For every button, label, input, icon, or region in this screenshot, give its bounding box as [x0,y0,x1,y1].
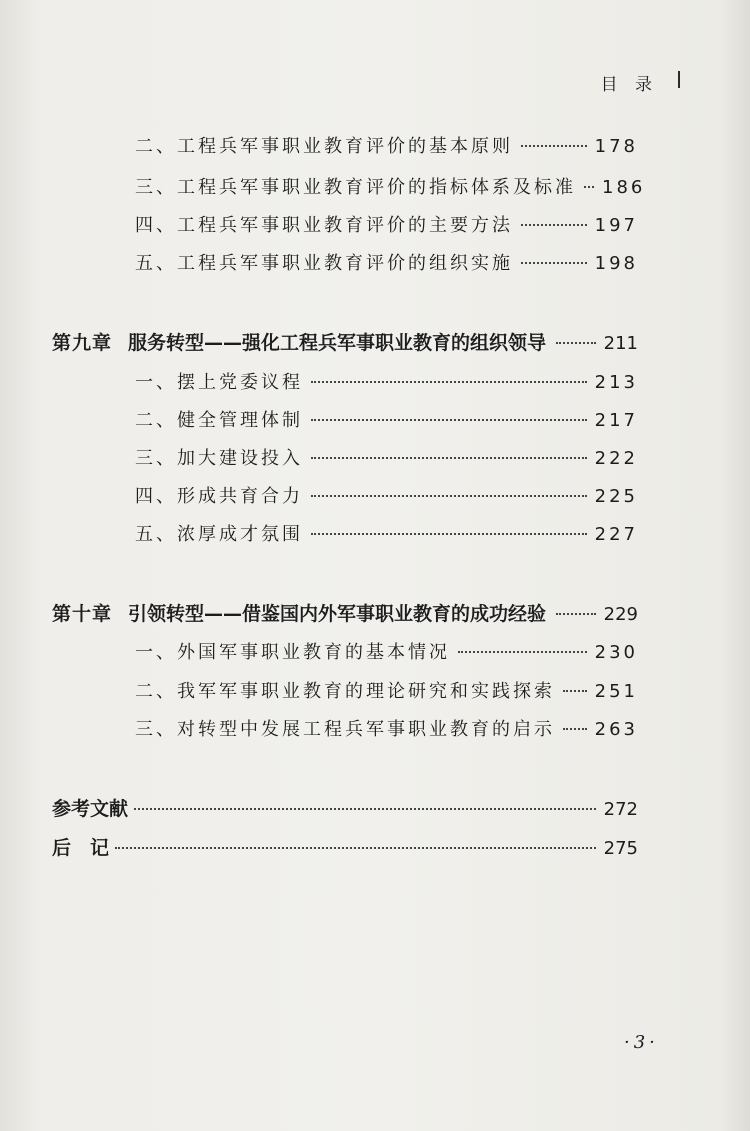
toc-leader [311,419,587,421]
toc-chapter-number: 第九章 [52,332,113,354]
toc-chapter-number: 第十章 [52,603,113,625]
toc-section-title: 二、工程兵军事职业教育评价的基本原则 [135,136,513,157]
toc-page-number: 230 [594,642,638,663]
toc-leader [584,186,594,188]
toc-page-number: 211 [603,333,638,354]
toc-leader [115,847,596,849]
toc-leader [458,651,587,653]
toc-section-row[interactable] [135,482,638,508]
toc-leader [563,728,587,730]
toc-section-row[interactable] [135,132,638,158]
toc-leader [311,533,587,535]
toc-leader [521,262,587,264]
toc-page-number: 225 [594,486,638,507]
toc-leader [563,690,587,692]
toc-section-row[interactable] [135,677,638,703]
toc-chapter-title: 引领转型——借鉴国内外军事职业教育的成功经验 [128,603,547,625]
toc-page-number: 251 [594,681,638,702]
toc-page-number: 227 [594,524,638,545]
toc-page-number: 178 [594,136,638,157]
toc-section-title: 三、工程兵军事职业教育评价的指标体系及标准 [135,177,576,198]
toc-leader [311,457,587,459]
toc-leader [521,145,587,147]
toc-section-title: 五、浓厚成才氛围 [135,524,303,545]
toc-leader [521,224,587,226]
toc-leader [556,613,596,615]
toc-section-title: 五、工程兵军事职业教育评价的组织实施 [135,253,513,274]
toc-page-number: 272 [603,799,638,820]
toc-section-title: 一、外国军事职业教育的基本情况 [135,642,450,663]
toc-leader [311,381,587,383]
toc-chapter-row[interactable] [52,599,638,626]
running-header [601,70,658,95]
toc-page-number: 197 [594,215,638,236]
toc-page-number: 229 [603,604,638,625]
toc-page-number: 186 [602,177,646,198]
toc-chapter-title: 服务转型——强化工程兵军事职业教育的组织领导 [128,332,547,354]
toc-section-row[interactable] [135,715,638,741]
toc-section-title: 三、加大建设投入 [135,448,303,469]
toc-section-title: 四、形成共育合力 [135,486,303,507]
page-folio: ·3· [624,1032,659,1053]
toc-section-title: 二、健全管理体制 [135,410,303,431]
toc-back-matter-title: 后 记 [52,837,110,859]
toc-section-title: 三、对转型中发展工程兵军事职业教育的启示 [135,719,555,740]
toc-leader [311,495,587,497]
header-label: 目 录 [600,75,658,95]
toc-section-row[interactable] [135,368,638,394]
toc-page-number: 222 [594,448,638,469]
toc-back-matter-row[interactable] [52,833,638,860]
toc-section-row[interactable] [135,444,638,470]
header-bar [678,71,680,88]
toc-section-row[interactable] [135,520,638,546]
toc-page-number: 263 [594,719,638,740]
toc-section-title: 二、我军军事职业教育的理论研究和实践探索 [135,681,555,702]
toc-page-number: 198 [594,253,638,274]
toc-page-number: 213 [594,372,638,393]
toc-section-row[interactable] [135,249,638,275]
toc-leader [134,808,596,810]
toc-section-row[interactable] [135,406,638,432]
toc-section-title: 四、工程兵军事职业教育评价的主要方法 [135,215,513,236]
toc-chapter-row[interactable] [52,328,638,355]
toc-section-row[interactable] [135,638,638,664]
toc-page-number: 275 [603,838,638,859]
toc-section-title: 一、摆上党委议程 [135,372,303,393]
toc-section-row[interactable] [135,173,646,199]
toc-back-matter-title: 参考文献 [52,798,129,820]
toc-leader [556,342,596,344]
toc-back-matter-row[interactable] [52,794,638,821]
toc-page-number: 217 [594,410,638,431]
toc-section-row[interactable] [135,211,638,237]
